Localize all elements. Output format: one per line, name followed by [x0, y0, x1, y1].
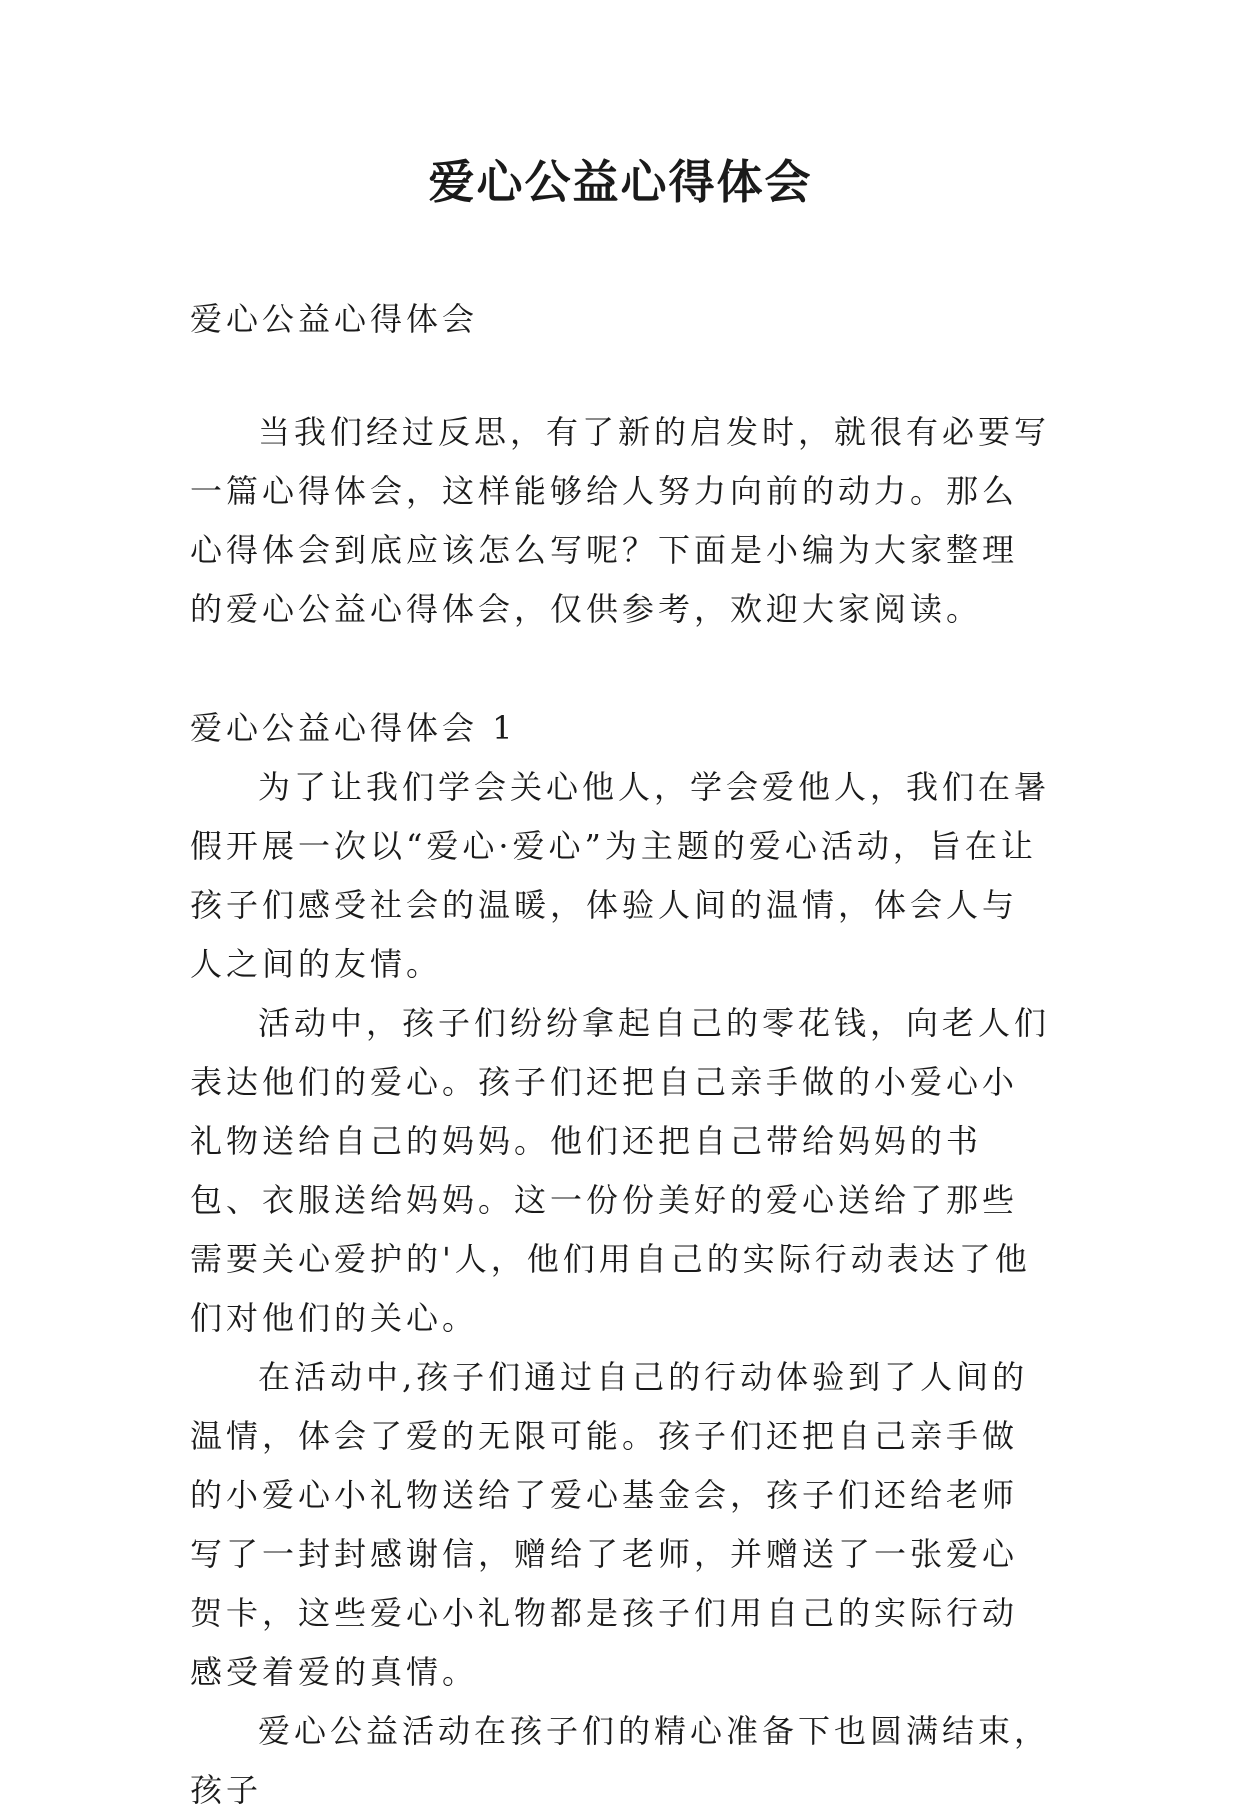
section-heading: 爱心公益心得体会 1 [190, 709, 517, 747]
body-paragraph: 在活动中,孩子们通过自己的行动体验到了人间的温情，体会了爱的无限可能。孩子们还把自己亲手做的小爱心小礼物送给了爱心基金会，孩子们还给老师写了一封封感谢信，赠给了老师，并赠送了一张爱心贺卡，这些爱心小礼物都是孩子们用自己的实际行动感受着爱的真情。 [190, 1358, 1029, 1691]
intro-paragraph-block [190, 403, 1052, 639]
body-paragraph: 为了让我们学会关心他人，学会爱他人，我们在暑假开展一次以“爱心·爱心”为主题的爱心活动，旨在让孩子们感受社会的温暖，体验人间的温情，体会人与人之间的友情。 [190, 768, 1051, 983]
document-subtitle: 爱心公益心得体会 [190, 300, 479, 338]
document-title: 爱心公益心得体会 [428, 155, 813, 209]
body-paragraph: 活动中，孩子们纷纷拿起自己的零花钱，向老人们表达他们的爱心。孩子们还把自己亲手做的小爱心小礼物送给自己的妈妈。他们还把自己带给妈妈的书包、衣服送给妈妈。这一份份美好的爱心送给了那些需要关心爱护的'人，他们用自己的实际行动表达了他们对他们的关心。 [190, 1004, 1051, 1337]
section-body [190, 758, 1052, 1820]
body-paragraph: 爱心公益活动在孩子们的精心准备下也圆满结束，孩子 [190, 1712, 1051, 1809]
intro-paragraph: 当我们经过反思，有了新的启发时，就很有必要写一篇心得体会，这样能够给人努力向前的动力。那么心得体会到底应该怎么写呢？下面是小编为大家整理的爱心公益心得体会，仅供参考，欢迎大家阅读。 [190, 413, 1051, 628]
